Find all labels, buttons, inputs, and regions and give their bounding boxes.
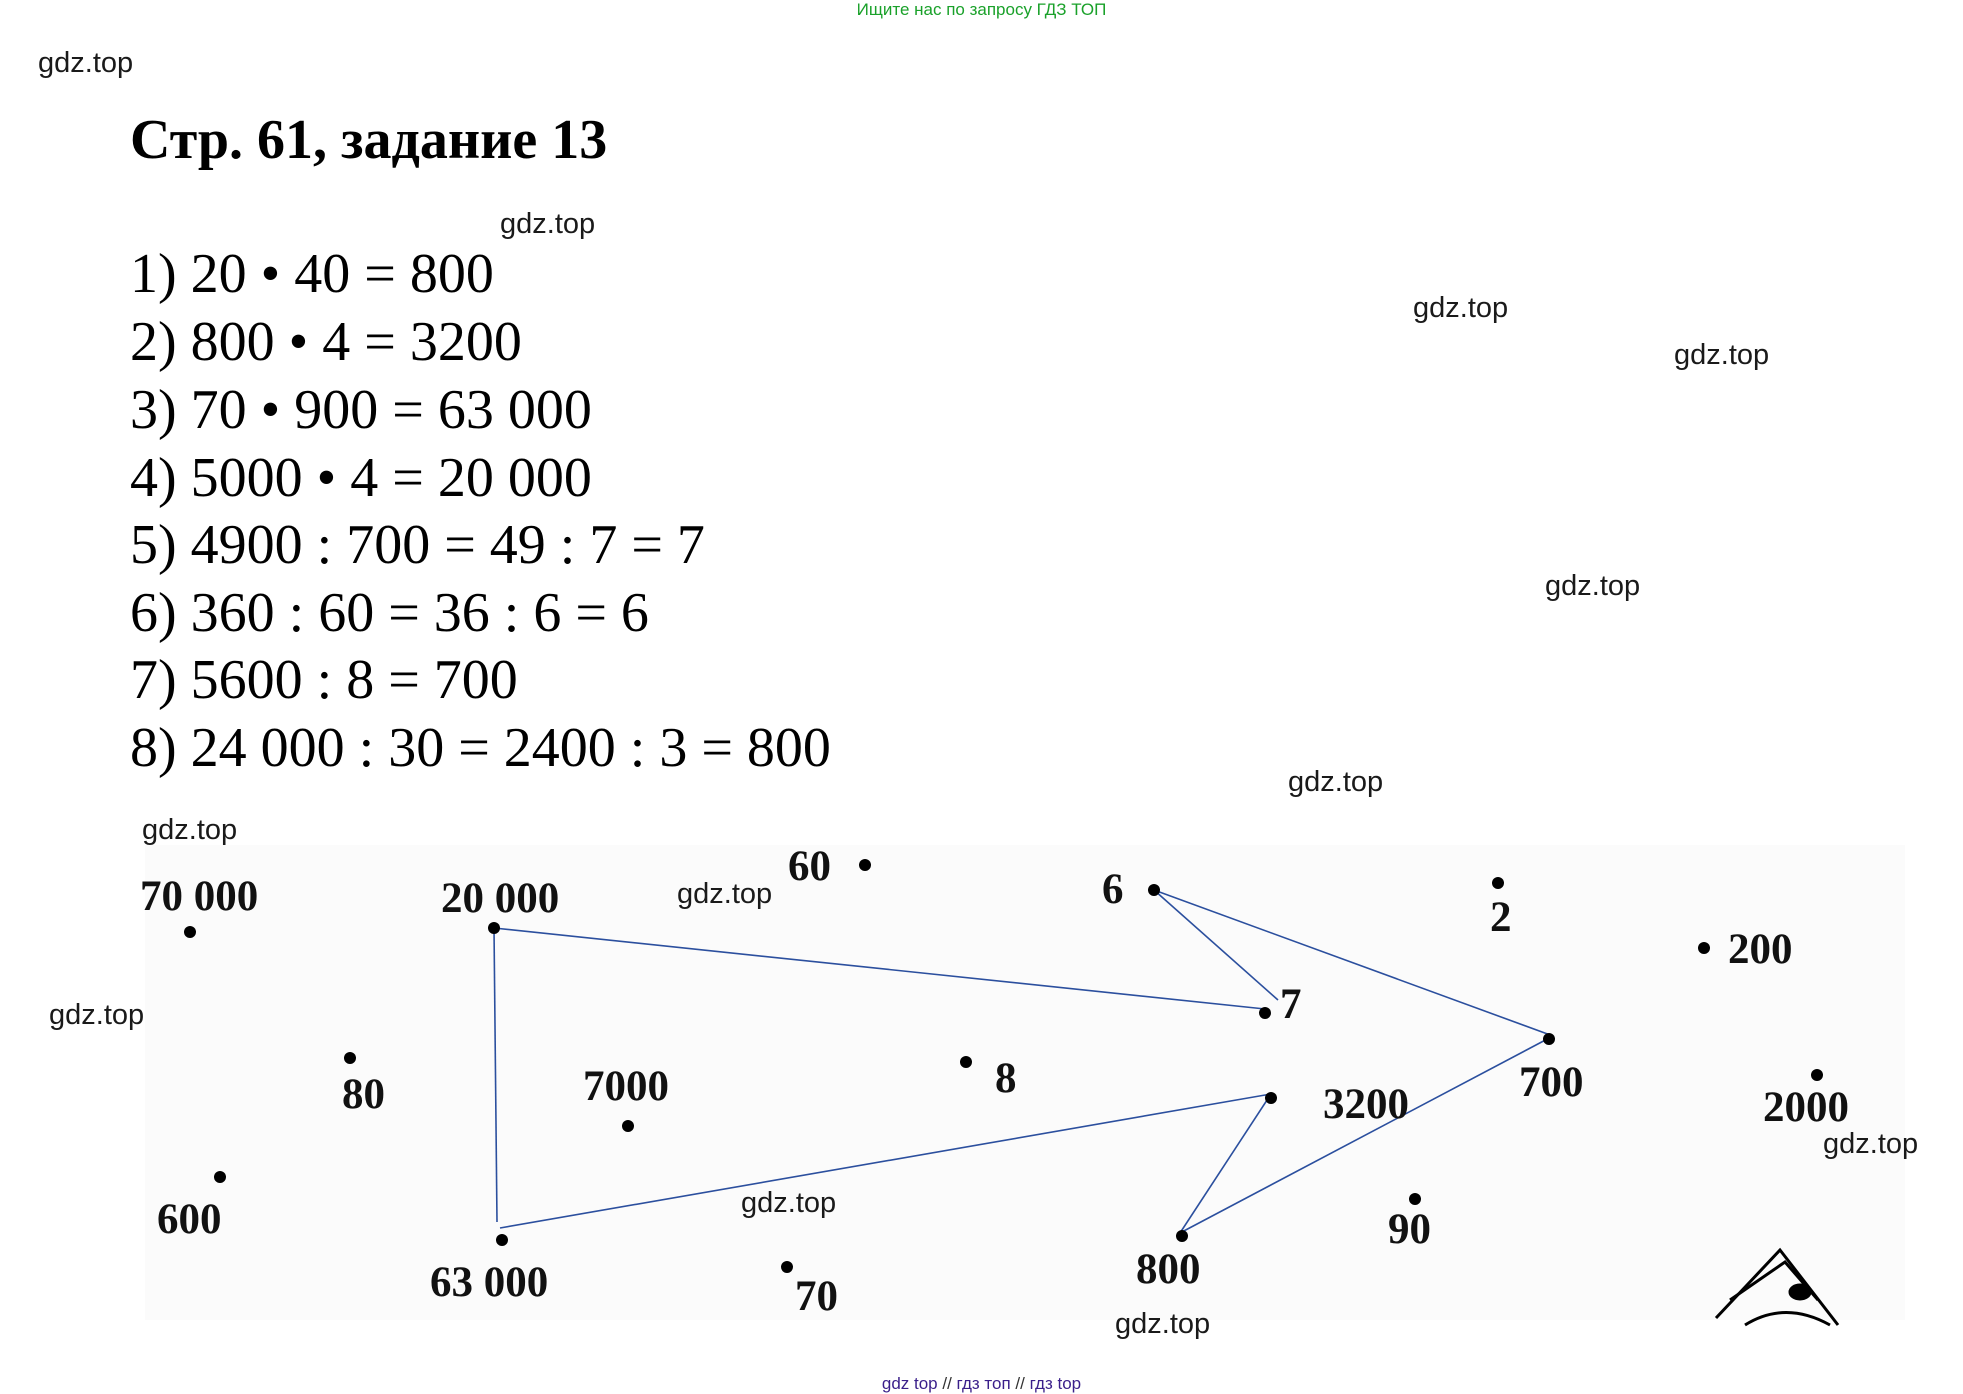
watermark: gdz.top [741, 1187, 837, 1219]
watermark: gdz.top [1674, 339, 1770, 371]
dot-8 [960, 1056, 972, 1068]
dot-90 [1409, 1193, 1421, 1205]
number-label: 6 [1102, 866, 1124, 913]
dot-60 [859, 859, 871, 871]
number-label: 63 000 [430, 1259, 549, 1306]
footer-link[interactable]: gdz top [881, 1374, 938, 1393]
watermark: gdz.top [1413, 292, 1509, 324]
dot-7 [1259, 1007, 1271, 1019]
equation-7: 7) 5600 : 8 = 700 [130, 649, 518, 711]
footer-link[interactable]: гдз top [1029, 1374, 1082, 1393]
page-title: Стр. 61, задание 13 [130, 109, 608, 171]
equation-3: 3) 70 • 900 = 63 000 [130, 379, 592, 441]
path-line-bottom-left [500, 1094, 1271, 1228]
path-line-6-to-7 [1154, 890, 1278, 1000]
watermark: gdz.top [38, 47, 134, 79]
number-label: 2 [1490, 894, 1512, 941]
partial-drawing-illustration [1716, 1250, 1838, 1325]
watermark: gdz.top [49, 999, 145, 1031]
dot-3200 [1265, 1092, 1277, 1104]
dot-2000 [1811, 1069, 1823, 1081]
search-hint-banner: Ищите нас по запросу ГДЗ ТОП [856, 0, 1107, 19]
number-label: 7000 [583, 1063, 669, 1110]
number-label: 2000 [1763, 1084, 1849, 1131]
number-label: 3200 [1323, 1081, 1409, 1128]
footer-separator: // [942, 1374, 952, 1393]
watermark: gdz.top [142, 814, 238, 846]
dot-800 [1176, 1230, 1188, 1242]
dot-7000 [622, 1120, 634, 1132]
dot-70000 [184, 926, 196, 938]
equation-1: 1) 20 • 40 = 800 [130, 243, 494, 305]
dot-700 [1543, 1033, 1555, 1045]
number-label: 800 [1136, 1246, 1201, 1293]
number-label: 70 000 [140, 873, 259, 920]
path-line-3200-to-800 [1180, 1094, 1271, 1233]
equation-6: 6) 360 : 60 = 36 : 6 = 6 [130, 582, 649, 644]
number-label: 90 [1388, 1206, 1431, 1253]
equation-4: 4) 5000 • 4 = 20 000 [130, 447, 592, 509]
footer-link[interactable]: гдз топ [956, 1374, 1011, 1393]
dot-2 [1492, 877, 1504, 889]
number-label: 600 [157, 1196, 222, 1243]
path-line-left [494, 928, 1265, 1009]
watermark: gdz.top [1288, 766, 1384, 798]
number-label: 200 [1728, 926, 1793, 973]
dot-200 [1698, 942, 1710, 954]
path-line-800-to-700 [1180, 1036, 1553, 1233]
equation-8: 8) 24 000 : 30 = 2400 : 3 = 800 [130, 717, 831, 779]
watermark: gdz.top [1115, 1308, 1211, 1340]
number-label: 70 [795, 1273, 838, 1320]
footer-links [0, 1374, 1963, 1394]
watermark: gdz.top [1545, 570, 1641, 602]
number-label: 8 [995, 1055, 1017, 1102]
dot-63000 [496, 1234, 508, 1246]
dot-20000 [488, 922, 500, 934]
number-label: 60 [788, 843, 831, 890]
footer-separator: // [1015, 1374, 1025, 1393]
watermark: gdz.top [677, 878, 773, 910]
dot-80 [344, 1052, 356, 1064]
dot-70 [781, 1261, 793, 1273]
path-line-left-vertical [494, 928, 497, 1222]
equation-2: 2) 800 • 4 = 3200 [130, 311, 522, 373]
dot-6 [1148, 884, 1160, 896]
dot-600 [214, 1171, 226, 1183]
number-label: 7 [1280, 981, 1302, 1028]
number-label: 20 000 [441, 875, 560, 922]
watermark: gdz.top [1823, 1128, 1919, 1160]
watermark: gdz.top [500, 208, 596, 240]
number-label: 80 [342, 1071, 385, 1118]
number-label: 700 [1519, 1059, 1584, 1106]
equation-5: 5) 4900 : 700 = 49 : 7 = 7 [130, 514, 705, 576]
